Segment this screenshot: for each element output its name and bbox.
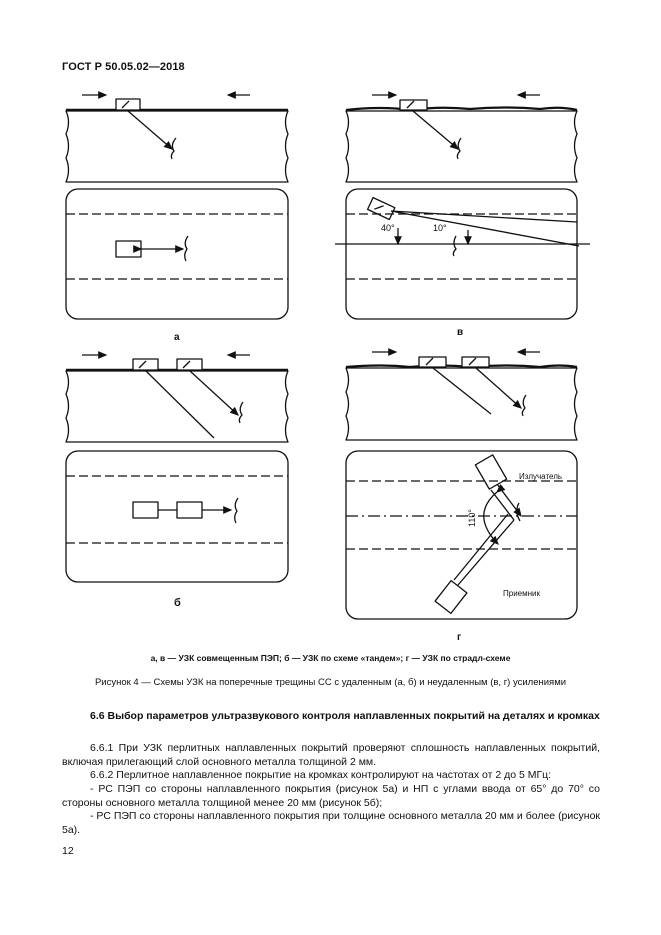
paragraph-6-6-1: 6.6.1 При УЗК перлитных наплавленных покрытий проверяют сплошность наплавленных покрытий, включая прилегающий слой основного металла толщиной 2 мм.	[62, 742, 600, 768]
figure-legend: а, в — УЗК совмещенным ПЭП; б — УЗК по схеме «тандем»; г — УЗК по страдл-схеме	[150, 653, 511, 663]
panel-g-side-view	[346, 352, 577, 440]
angle-10-label: 10°	[433, 223, 447, 233]
paragraph-6-6-2: 6.6.2 Перлитное наплавленное покрытие на кромках контролируют на частотах от 2 до 5 МГц:	[90, 769, 552, 781]
panel-b-top-view	[66, 451, 288, 582]
panel-b-side-view	[66, 355, 288, 442]
paragraph-item-1: - РС ПЭП со стороны наплавленного покрытия (рисунок 5а) и НП с углами ввода от 65° до 70° со стороны основного металла толщиной менее 20 мм (рисунок 5б);	[62, 783, 600, 809]
paragraph-item-2: - РС ПЭП со стороны наплавленного покрытия при толщине основного металла 20 мм и более (рисунок 5а).	[62, 810, 600, 836]
emitter-label: Излучатель	[519, 472, 563, 481]
panel-v-top-view	[335, 189, 590, 319]
panel-a-top-view	[66, 189, 288, 319]
angle-110-label: 110°	[467, 509, 477, 527]
label-b: б	[174, 597, 181, 609]
receiver-label: Приемник	[503, 589, 541, 598]
document-header: ГОСТ Р 50.05.02—2018	[62, 61, 185, 73]
figure-caption: Рисунок 4 — Схемы УЗК на поперечные трещины СС с удаленным (а, б) и неудаленным (в, г) усилениями	[94, 677, 567, 688]
angle-40-label: 40°	[381, 223, 395, 233]
label-g: г	[457, 632, 462, 643]
panel-v-side-view	[346, 95, 577, 182]
section-title: 6.6 Выбор параметров ультразвукового контроля наплавленных покрытий на деталях и кромках	[90, 710, 600, 722]
label-v: в	[457, 327, 464, 338]
label-a: а	[174, 332, 180, 343]
panel-a-side-view	[66, 95, 288, 182]
page-number: 12	[62, 845, 74, 857]
